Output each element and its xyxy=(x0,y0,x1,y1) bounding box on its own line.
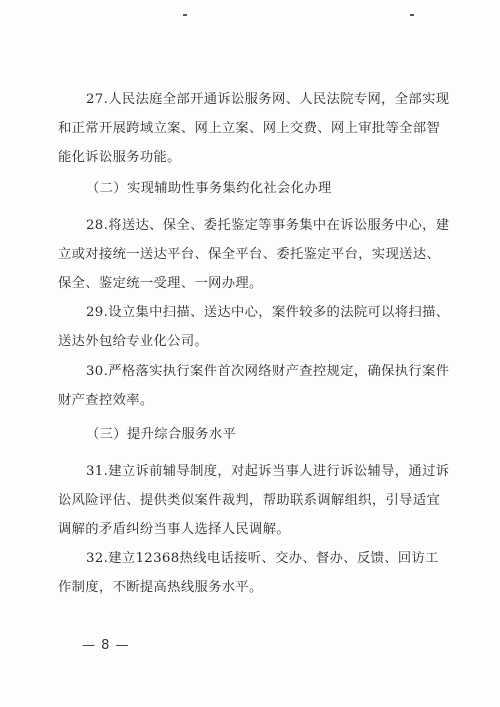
header-mark-left xyxy=(183,14,187,16)
page-number: — 8 — xyxy=(82,638,130,653)
section-heading-3: （三）提升综合服务水平 xyxy=(86,427,237,442)
paragraph-27: 27.人民法庭全部开通诉讼服务网、人民法院专网，全部实现和正常开展跨域立案、网上立案、网上交费、网上审批等全部智能化诉讼服务功能。 xyxy=(58,92,450,165)
section-heading-2: （二）实现辅助性事务集约化社会化办理 xyxy=(86,181,332,196)
paragraph-29: 29.设立集中扫描、送达中心，案件较多的法院可以将扫描、送达外包给专业化公司。 xyxy=(58,305,450,349)
paragraph-31: 31.建立诉前辅导制度，对起诉当事人进行诉讼辅导，通过诉讼风险评估、提供类似案件裁判，帮助联系调解组织，引导适宜调解的矛盾纠纷当事人选择人民调解。 xyxy=(58,464,450,537)
paragraph-30: 30.严格落实执行案件首次网络财产查控规定，确保执行案件财产查控效率。 xyxy=(58,364,450,408)
header-mark-right xyxy=(410,14,414,16)
paragraph-32: 32.建立12368热线电话接听、交办、督办、反馈、回访工作制度，不断提高热线服务水平。 xyxy=(58,551,439,595)
paragraph-28: 28.将送达、保全、委托鉴定等事务集中在诉讼服务中心，建立或对接统一送达平台、保全平台、委托鉴定平台，实现送达、保全、鉴定统一受理、一网办理。 xyxy=(58,218,450,291)
